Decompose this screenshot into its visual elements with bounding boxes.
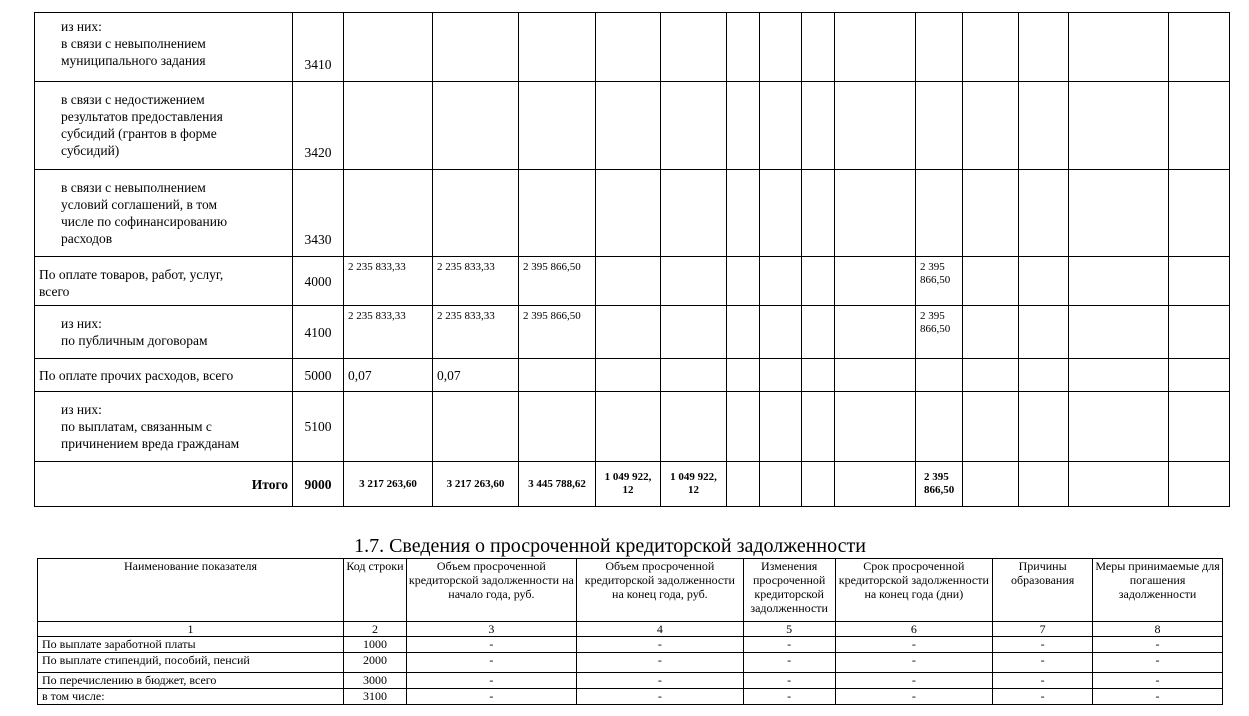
column-number: 6: [835, 622, 993, 637]
value-cell: -: [576, 673, 743, 689]
column-header: Объем просроченной кредиторской задолженности на начало года, руб.: [406, 559, 576, 622]
row-code: 5000: [293, 359, 344, 392]
table-row: [35, 82, 1230, 170]
table-row: [38, 689, 1223, 705]
row-name: из них: по публичным договорам: [35, 306, 293, 359]
table-row: [38, 637, 1223, 653]
column-number: 2: [344, 622, 407, 637]
table-row: [35, 392, 1230, 462]
row-name: По перечислению в бюджет, всего: [38, 673, 344, 689]
row-code: 9000: [293, 462, 344, 507]
row-code: 3420: [293, 82, 344, 170]
value-cell: -: [406, 653, 576, 673]
value-cell: -: [993, 637, 1093, 653]
value-cell: 2 235 833,33: [433, 306, 519, 359]
value-cell: -: [743, 673, 835, 689]
table-row: [35, 359, 1230, 392]
table-row: [35, 306, 1230, 359]
row-name: По оплате товаров, работ, услуг, всего: [35, 257, 293, 306]
value-cell: 0,07: [433, 359, 519, 392]
value-cell: -: [835, 689, 993, 705]
row-code: 4000: [293, 257, 344, 306]
table-row: [35, 257, 1230, 306]
value-cell: 3 217 263,60: [433, 462, 519, 507]
value-cell: -: [835, 637, 993, 653]
value-cell: 2 395 866,50: [519, 257, 596, 306]
row-code: 4100: [293, 306, 344, 359]
row-name: По выплате стипендий, пособий, пенсий: [38, 653, 344, 673]
column-header: Причины образования: [993, 559, 1093, 622]
table-row: [38, 653, 1223, 673]
row-name: По выплате заработной платы: [38, 637, 344, 653]
value-cell: -: [406, 673, 576, 689]
row-code: 3000: [344, 673, 407, 689]
value-cell: -: [993, 653, 1093, 673]
column-number: 5: [743, 622, 835, 637]
value-cell: -: [406, 637, 576, 653]
value-cell: -: [743, 689, 835, 705]
column-header: Меры принимаемые для погашения задолженности: [1093, 559, 1223, 622]
row-code: 2000: [344, 653, 407, 673]
value-cell: -: [835, 673, 993, 689]
table-row: [35, 170, 1230, 257]
value-cell: 2 395 866,50: [519, 306, 596, 359]
value-cell: 2 235 833,33: [344, 306, 433, 359]
row-code: 1000: [344, 637, 407, 653]
total-row: [35, 462, 1230, 507]
row-name: в том числе:: [38, 689, 344, 705]
value-cell: -: [576, 689, 743, 705]
value-cell: -: [406, 689, 576, 705]
section-title: 1.7. Сведения о просроченной кредиторской задолженности: [354, 535, 866, 557]
value-cell: -: [993, 689, 1093, 705]
row-name: из них: по выплатам, связанным с причинением вреда гражданам: [35, 392, 293, 462]
value-cell: -: [835, 653, 993, 673]
table-row: [35, 13, 1230, 82]
value-cell: -: [1093, 653, 1223, 673]
value-cell: -: [576, 637, 743, 653]
column-header: Код строки: [344, 559, 407, 622]
value-cell: 3 445 788,62: [519, 462, 596, 507]
column-number: 3: [406, 622, 576, 637]
value-cell: 2 395 866,50: [916, 306, 963, 359]
table-row: [38, 673, 1223, 689]
value-cell: 2 235 833,33: [433, 257, 519, 306]
value-cell: -: [993, 673, 1093, 689]
row-code: 5100: [293, 392, 344, 462]
column-header: Объем просроченной кредиторской задолженности на конец года, руб.: [576, 559, 743, 622]
row-name: из них: в связи с невыполнением муниципального задания: [35, 13, 293, 82]
row-name: в связи с недостижением результатов предоставления субсидий (грантов в форме субсидий): [35, 82, 293, 170]
value-cell: -: [1093, 637, 1223, 653]
column-number: 4: [576, 622, 743, 637]
row-name: По оплате прочих расходов, всего: [35, 359, 293, 392]
column-number: 8: [1093, 622, 1223, 637]
value-cell: 1 049 922, 12: [661, 462, 727, 507]
value-cell: 2 235 833,33: [344, 257, 433, 306]
value-cell: -: [1093, 689, 1223, 705]
value-cell: 2 395 866,50: [916, 462, 963, 507]
value-cell: -: [743, 653, 835, 673]
value-cell: 1 049 922, 12: [596, 462, 661, 507]
header-row: [38, 559, 1223, 622]
column-number: 7: [993, 622, 1093, 637]
column-number-row: [38, 622, 1223, 637]
row-code: 3430: [293, 170, 344, 257]
value-cell: 2 395 866,50: [916, 257, 963, 306]
total-label: Итого: [35, 462, 293, 507]
row-code: 3410: [293, 13, 344, 82]
value-cell: -: [743, 637, 835, 653]
row-code: 3100: [344, 689, 407, 705]
column-header: Изменения просроченной кредиторской задолженности: [743, 559, 835, 622]
column-header: Наименование показателя: [38, 559, 344, 622]
value-cell: -: [576, 653, 743, 673]
column-number: 1: [38, 622, 344, 637]
value-cell: 3 217 263,60: [344, 462, 433, 507]
overdue-debt-table: [37, 558, 1223, 705]
expenses-table: [34, 12, 1230, 507]
column-header: Срок просроченной кредиторской задолженности на конец года (дни): [835, 559, 993, 622]
value-cell: 0,07: [344, 359, 433, 392]
row-name: в связи с невыполнением условий соглашений, в том числе по софинансированию расходов: [35, 170, 293, 257]
value-cell: -: [1093, 673, 1223, 689]
